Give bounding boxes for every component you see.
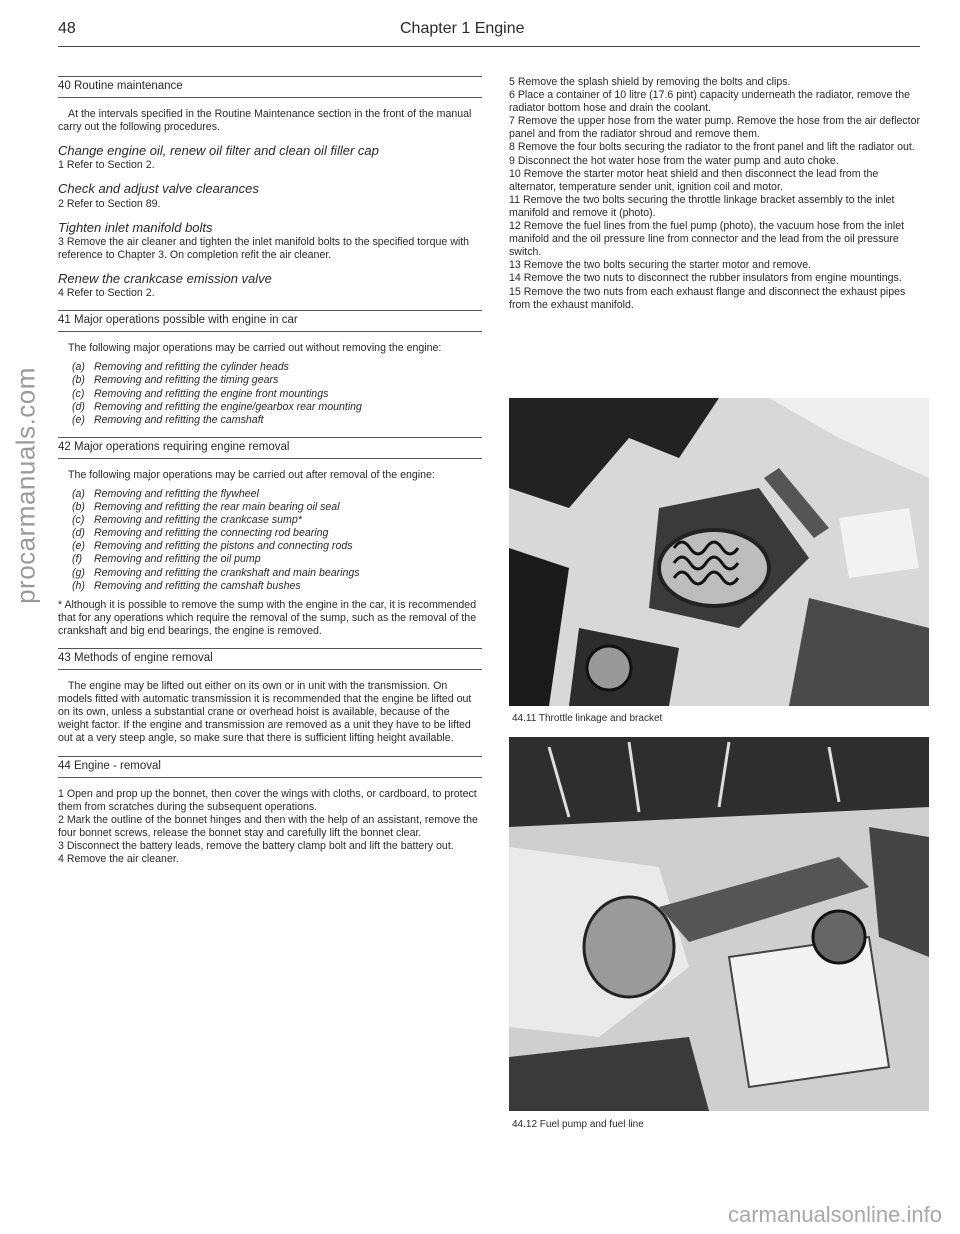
page-number: 48: [58, 20, 76, 37]
step-text: 3 Disconnect the battery leads, remove the battery clamp bolt and lift the battery out.: [58, 840, 454, 853]
list-text: Removing and refitting the camshaft bushes: [94, 579, 301, 592]
list-text: Removing and refitting the crankcase sump*: [94, 514, 302, 527]
list-text: Removing and refitting the flywheel: [94, 487, 259, 500]
list-item: [72, 514, 482, 527]
footnote: * Although it is possible to remove the sump with the engine in the car, it is recommended that for any operations which require the removal of the sump, such as the removal of the crankshaft and big end bearings, the engine is removed.: [58, 598, 477, 637]
step-text: 11 Remove the two bolts securing the throttle linkage bracket assembly to the inlet manifold and remove it (photo).: [509, 193, 895, 219]
photo-caption: 44.12 Fuel pump and fuel line: [512, 1119, 644, 1130]
step-text: 4 Remove the air cleaner.: [58, 853, 179, 866]
section-text: At the intervals specified in the Routine Maintenance section in the front of the manual carry out the following procedures.: [58, 108, 472, 134]
sidebar-watermark-text: procarmanuals.com: [10, 367, 41, 604]
list-label: (b): [72, 501, 85, 514]
subheading: Tighten inlet manifold bolts: [58, 219, 213, 235]
list-label: (b): [72, 374, 85, 387]
section-heading: 40 Routine maintenance: [58, 76, 482, 98]
list-text: Removing and refitting the pistons and connecting rods: [94, 540, 353, 553]
section-heading: 41 Major operations possible with engine in car: [58, 310, 482, 332]
list-label: (h): [72, 579, 85, 592]
list-item: [72, 488, 482, 501]
step-text: 6 Place a container of 10 litre (17.6 pint) capacity underneath the radiator, remove the radiator bottom hose and drain the coolant.: [509, 89, 911, 115]
list-text: Removing and refitting the cylinder heads: [94, 361, 289, 374]
list-label: (d): [72, 400, 85, 413]
subheading: Check and adjust valve clearances: [58, 181, 259, 197]
list-label: (c): [72, 387, 85, 400]
operations-list: [72, 361, 482, 426]
sidebar-watermark: [4, 300, 44, 680]
step-text: 13 Remove the two bolts securing the starter motor and remove.: [509, 259, 812, 272]
list-text: Removing and refitting the timing gears: [94, 374, 279, 387]
step-text: 12 Remove the fuel lines from the fuel pump (photo), the vacuum hose from the inlet manifold and the oil pressure line from connector and the lead from the oil pressure switch.: [509, 220, 905, 259]
list-label: (e): [72, 413, 85, 426]
list-text: Removing and refitting the rear main bearing oil seal: [94, 501, 340, 514]
right-column: [509, 76, 927, 312]
list-item: [72, 361, 482, 374]
section-text: 1 Refer to Section 2.: [58, 159, 155, 172]
section-text: The following major operations may be carried out after removal of the engine:: [68, 468, 435, 481]
photo-caption: 44.11 Throttle linkage and bracket: [512, 713, 663, 724]
list-label: (a): [72, 361, 85, 374]
step-text: 1 Open and prop up the bonnet, then cover the wings with cloths, or cardboard, to protect them from scratches during the subsequent operations.: [58, 787, 477, 813]
list-item: [72, 580, 482, 593]
subheading: Renew the crankcase emission valve: [58, 270, 272, 286]
step-text: 15 Remove the two nuts from each exhaust flange and disconnect the exhaust pipes from the exhaust manifold.: [509, 285, 906, 311]
list-text: Removing and refitting the oil pump: [94, 553, 261, 566]
list-label: (d): [72, 527, 85, 540]
step-text: 7 Remove the upper hose from the water pump. Remove the hose from the air deflector panel and from the radiator shroud and remove them.: [509, 115, 921, 141]
list-text: Removing and refitting the connecting rod bearing: [94, 527, 329, 540]
section-text: 2 Refer to Section 89.: [58, 197, 161, 210]
list-label: (c): [72, 514, 85, 527]
section-text: 4 Refer to Section 2.: [58, 287, 155, 300]
chapter-title: Chapter 1 Engine: [400, 20, 525, 37]
list-label: (e): [72, 540, 85, 553]
list-item: [72, 540, 482, 553]
section-text: 3 Remove the air cleaner and tighten the inlet manifold bolts to the specified torque with reference to Chapter 3. On completion refit the air cleaner.: [58, 235, 470, 261]
subheading: Change engine oil, renew oil filter and clean oil filler cap: [58, 143, 379, 159]
left-column: [58, 76, 482, 866]
list-text: Removing and refitting the engine front mountings: [94, 387, 329, 400]
list-item: [72, 401, 482, 414]
step-text: 5 Remove the splash shield by removing the bolts and clips.: [509, 76, 791, 88]
list-item: [72, 567, 482, 580]
step-text: 14 Remove the two nuts to disconnect the rubber insulators from engine mountings.: [509, 272, 902, 285]
operations-list: [72, 488, 482, 593]
list-text: Removing and refitting the crankshaft and main bearings: [94, 566, 360, 579]
list-text: Removing and refitting the camshaft: [94, 413, 264, 426]
step-text: 10 Remove the starter motor heat shield and then disconnect the lead from the alternator, temperature sender unit, ignition coil and motor.: [509, 167, 879, 193]
list-item: [72, 553, 482, 566]
section-heading: 42 Major operations requiring engine removal: [58, 437, 482, 459]
section-heading: 43 Methods of engine removal: [58, 648, 482, 670]
list-item: [72, 374, 482, 387]
list-text: Removing and refitting the engine/gearbox rear mounting: [94, 400, 362, 413]
section-text: The following major operations may be carried out without removing the engine:: [68, 342, 442, 355]
list-item: [72, 388, 482, 401]
fuel-pump-photo: [509, 737, 929, 1111]
list-item: [72, 527, 482, 540]
header-rule: [58, 46, 920, 47]
step-text: 2 Mark the outline of the bonnet hinges and then with the help of an assistant, remove the four bonnet screws, release the bonnet stay and carefully lift the bonnet clear.: [58, 813, 478, 839]
section-text: The engine may be lifted out either on its own or in unit with the transmission. On models fitted with automatic transmission it is recommended that the engine be lifted out on its own, unless a substantial crane or overhead hoist is available, because of the weight factor. If the engine and transmission are removed as a unit they have to be lifted out at a very steep angle, so make sure that there is sufficient lifting height available.: [58, 680, 472, 745]
step-text: 9 Disconnect the hot water hose from the water pump and auto choke.: [509, 154, 839, 167]
list-label: (g): [72, 566, 85, 579]
list-label: (f): [72, 553, 82, 566]
section-heading: 44 Engine - removal: [58, 756, 482, 778]
list-item: [72, 414, 482, 427]
list-label: (a): [72, 487, 85, 500]
list-item: [72, 501, 482, 514]
footer-watermark: carmanualsonline.info: [727, 1202, 942, 1227]
throttle-linkage-photo: [509, 398, 929, 706]
step-text: 8 Remove the four bolts securing the radiator to the front panel and lift the radiator out.: [509, 141, 915, 154]
